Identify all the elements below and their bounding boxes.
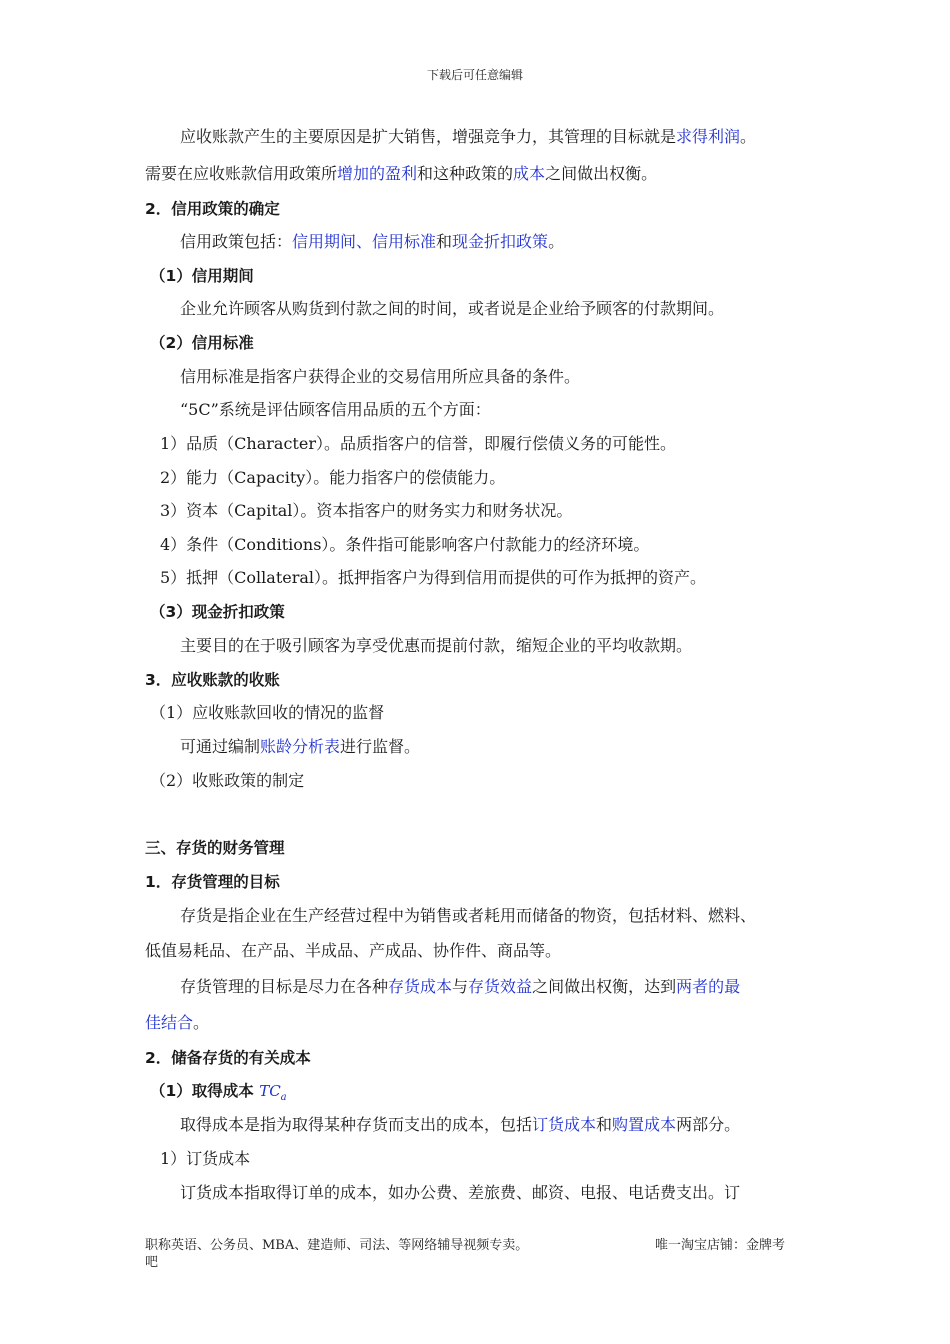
text: （1）取得成本 [150,1082,260,1100]
formula-symbol: TC [259,1082,281,1100]
subsection-heading: 1）订货成本 [160,1149,251,1168]
text: 和这种政策的 [417,164,514,183]
section-heading: 3．应收账款的收账 [145,671,280,689]
highlight-text: 信用期间、信用标准 [292,232,437,251]
subsection-heading: （2）信用标准 [150,334,254,352]
highlight-text: 存货成本 [388,977,453,996]
paragraph: 企业允许顾客从购货到付款之间的时间，或者说是企业给予顾客的付款期间。 [180,299,725,318]
subsection-heading: （1）应收账款回收的情况的监督 [150,703,385,722]
text: 之间做出权衡。 [545,164,658,183]
text: 可通过编制 [180,737,261,756]
highlight-text: 两者的最 [676,977,741,996]
paragraph [180,1114,740,1136]
paragraph: 低值易耗品、在产品、半成品、产成品、协作件、商品等。 [145,941,562,960]
subsection-heading: （3）现金折扣政策 [150,603,285,621]
highlight-text: 求得利润 [676,127,741,146]
list-item: 5）抵押（Collateral）。抵押指客户为得到信用而提供的可作为抵押的资产。 [160,568,707,587]
paragraph [180,976,740,998]
paragraph [145,1012,209,1034]
footer-wrap: 吧 [145,1255,159,1270]
text: 与 [452,977,469,996]
text: 应收账款产生的主要原因是扩大销售，增强竞争力，其管理的目标就是 [180,127,677,146]
text: 需要在应收账款信用政策所 [145,164,338,183]
text: 。 [548,232,565,251]
list-item: 3）资本（Capital）。资本指客户的财务实力和财务状况。 [160,501,573,520]
highlight-text: 佳结合 [145,1013,194,1032]
text: 进行监督。 [340,737,421,756]
text: 和 [436,232,453,251]
paragraph: 存货是指企业在生产经营过程中为销售或者耗用而储备的物资，包括材料、燃料、 [180,906,757,925]
footer-right: 唯一淘宝店铺：金牌考 [655,1238,786,1253]
page-header: 下载后可任意编辑 [426,68,523,82]
section-heading: 2．储备存货的有关成本 [145,1049,311,1067]
paragraph: 订货成本指取得订单的成本，如办公费、差旅费、邮资、电报、电话费支出。订 [180,1183,741,1202]
text: 之间做出权衡，达到 [532,977,677,996]
section-heading: 2．信用政策的确定 [145,200,280,218]
paragraph: 信用标准是指客户获得企业的交易信用所应具备的条件。 [180,367,581,386]
paragraph: 主要目的在于吸引顾客为享受优惠而提前付款，缩短企业的平均收款期。 [180,636,693,655]
paragraph [180,736,420,758]
list-item: 1）品质（Character）。品质指客户的信誉，即履行偿债义务的可能性。 [160,434,676,453]
paragraph [180,231,564,253]
text: 和 [596,1115,613,1134]
paragraph [180,126,756,148]
text: 存货管理的目标是尽力在各种 [180,977,389,996]
text: 两部分。 [676,1115,741,1134]
subsection-heading: （2）收账政策的制定 [150,771,305,790]
highlight-text: 购置成本 [612,1115,677,1134]
highlight-text: 现金折扣政策 [452,232,549,251]
paragraph: “5C”系统是评估顾客信用品质的五个方面： [180,400,491,419]
highlight-text: 账龄分析表 [260,737,341,756]
highlight-text: 增加的盈利 [337,164,418,183]
text: 取得成本是指为取得某种存货而支出的成本，包括 [180,1115,533,1134]
subsection-heading: （1）信用期间 [150,267,254,285]
section-heading: 1．存货管理的目标 [145,873,280,891]
subsection-heading [150,1080,287,1109]
text: 信用政策包括： [180,232,293,251]
list-item: 4）条件（Conditions）。条件指可能影响客户付款能力的经济环境。 [160,535,650,554]
text: 。 [193,1013,210,1032]
footer-left: 职称英语、公务员、MBA、建造师、司法、等网络辅导视频专卖。 [145,1238,529,1253]
chapter-heading: 三、存货的财务管理 [145,839,285,857]
formula-subscript: a [280,1092,287,1104]
highlight-text: 订货成本 [532,1115,597,1134]
text: 。 [740,127,757,146]
highlight-text: 存货效益 [468,977,533,996]
paragraph [145,163,657,185]
list-item: 2）能力（Capacity）。能力指客户的偿债能力。 [160,468,506,487]
highlight-text: 成本 [513,164,546,183]
